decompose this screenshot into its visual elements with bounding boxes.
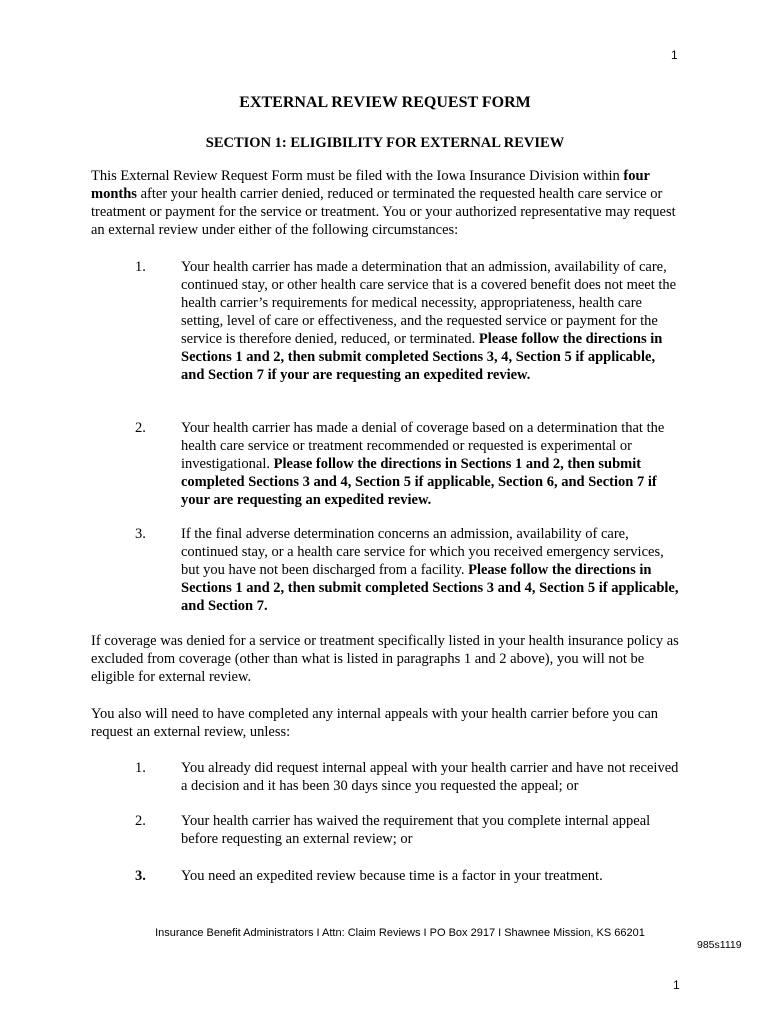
item-number: 3. (135, 868, 146, 884)
internal-appeals-text: You also will need to have completed any internal appeals with your health carrier before you can request an external review, unless: (91, 706, 659, 740)
page-number-top: 1 (671, 48, 678, 62)
item-number: 3. (135, 526, 146, 542)
internal-appeals-paragraph (91, 705, 691, 741)
intro-bold-deadline: four months (91, 168, 650, 202)
item-number: 2. (135, 420, 146, 436)
item-number: 2. (135, 813, 146, 829)
section-title: SECTION 1: ELIGIBILITY FOR EXTERNAL REVIEW (205, 135, 565, 151)
intro-paragraph (91, 167, 691, 239)
form-code: 985s1119 (697, 939, 742, 951)
intro-text-2: after your health carrier denied, reduced or terminated the requested health care service or treatment or payment for the service or treatment. You or your authorized representative may request an external review under either of the following circumstances: (91, 186, 676, 238)
item-body: If the final adverse determination concerns an admission, availability of care, continued stay, or a health care service for which you received emergency services, but you have not been discharged from a facility. (181, 526, 664, 578)
item-text: You need an expedited review because time is a factor in your treatment. (181, 868, 603, 884)
excluded-text: If coverage was denied for a service or treatment specifically listed in your health insurance policy as excluded from coverage (other than what is listed in paragraphs 1 and 2 above), you will not be eligible for external review. (91, 633, 679, 685)
item-instructions: Please follow the directions in Sections 1 and 2, then submit completed Sections 3 and 4, Section 5 if applicable, Section 6, and Section 7 if your are requesting an expedited review. (181, 456, 657, 508)
item-body: Your health carrier has made a determination that an admission, availability of care, continued stay, or other health care service that is a covered benefit does not meet the health carrier’s requirements for medical necessity, appropriateness, health care setting, level of care or effectiveness, and the requested service or payment for the service is therefore denied, reduced, or terminated. (181, 259, 677, 347)
item-text: Your health carrier has waived the requirement that you complete internal appeal before requesting an external review; or (181, 813, 651, 847)
item-body: Your health carrier has made a denial of coverage based on a determination that the health care service or treatment recommended or requested is experimental or investigational. (181, 420, 665, 472)
item-number: 1. (135, 760, 146, 776)
form-title: EXTERNAL REVIEW REQUEST FORM (239, 94, 531, 111)
item-text (181, 525, 681, 615)
item-text (181, 258, 681, 384)
intro-text-1: This External Review Request Form must be filed with the Iowa Insurance Division within (91, 168, 624, 184)
item-number: 1. (135, 259, 146, 275)
page-number-bottom: 1 (673, 978, 680, 992)
footer-address: Insurance Benefit Administrators I Attn: Claim Reviews I PO Box 2917 I Shawnee Mission, KS 66201 (155, 927, 645, 939)
item-instructions: Please follow the directions in Sections 1 and 2, then submit completed Sections 3 and 4, Section 5 if applicable, and Section 7. (181, 562, 679, 614)
item-text: You already did request internal appeal with your health carrier and have not received a decision and it has been 30 days since you requested the appeal; or (181, 760, 679, 794)
item-text (181, 419, 681, 509)
excluded-paragraph (91, 632, 691, 686)
item-instructions: Please follow the directions in Sections 1 and 2, then submit completed Sections 3, 4, Section 5 if applicable, and Section 7 if your are requesting an expedited review. (181, 331, 663, 383)
